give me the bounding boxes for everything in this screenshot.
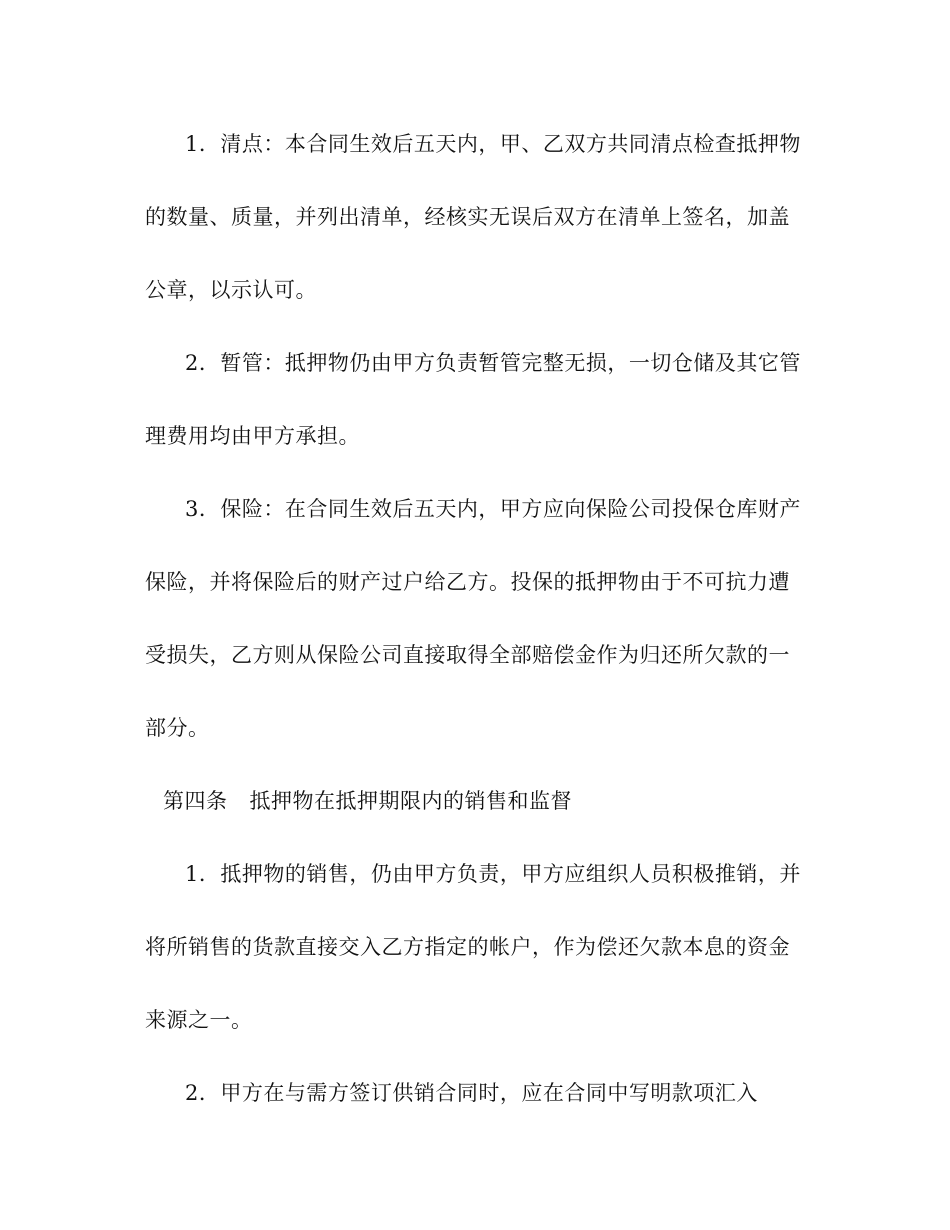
clause-3-line-4: 部分。 [145, 716, 210, 740]
clause-3-line-1: 3．保险：在合同生效后五天内，甲方应向保险公司投保仓库财产 [185, 497, 801, 521]
clause-2-line-1: 2．暂管：抵押物仍由甲方负责暂管完整无损，一切仓储及其它管 [185, 351, 801, 375]
clause-3-line-3: 受损失，乙方则从保险公司直接取得全部赔偿金作为归还所欠款的一 [145, 643, 790, 667]
clause-1-line-1: 1．清点：本合同生效后五天内，甲、乙双方共同清点检查抵押物 [185, 132, 801, 156]
article-4-number: 第四条 [163, 789, 228, 813]
article-4-clause-1-line-2: 将所销售的货款直接交入乙方指定的帐户，作为偿还欠款本息的资金 [145, 935, 790, 959]
article-4-clause-2-line-1: 2．甲方在与需方签订供销合同时，应在合同中写明款项汇入 [185, 1081, 758, 1105]
clause-3-line-2: 保险，并将保险后的财产过户给乙方。投保的抵押物由于不可抗力遭 [145, 570, 790, 594]
article-4-clause-1-line-3: 来源之一。 [145, 1008, 253, 1032]
clause-1-line-3: 公章，以示认可。 [145, 278, 317, 302]
clause-2-line-2: 理费用均由甲方承担。 [145, 424, 360, 448]
article-4-clause-1-line-1: 1．抵押物的销售，仍由甲方负责，甲方应组织人员积极推销，并 [185, 862, 801, 886]
article-4-heading [163, 787, 843, 815]
clause-1-line-2: 的数量、质量，并列出清单，经核实无误后双方在清单上签名，加盖 [145, 205, 790, 229]
article-4-title: 抵押物在抵押期限内的销售和监督 [249, 789, 572, 813]
